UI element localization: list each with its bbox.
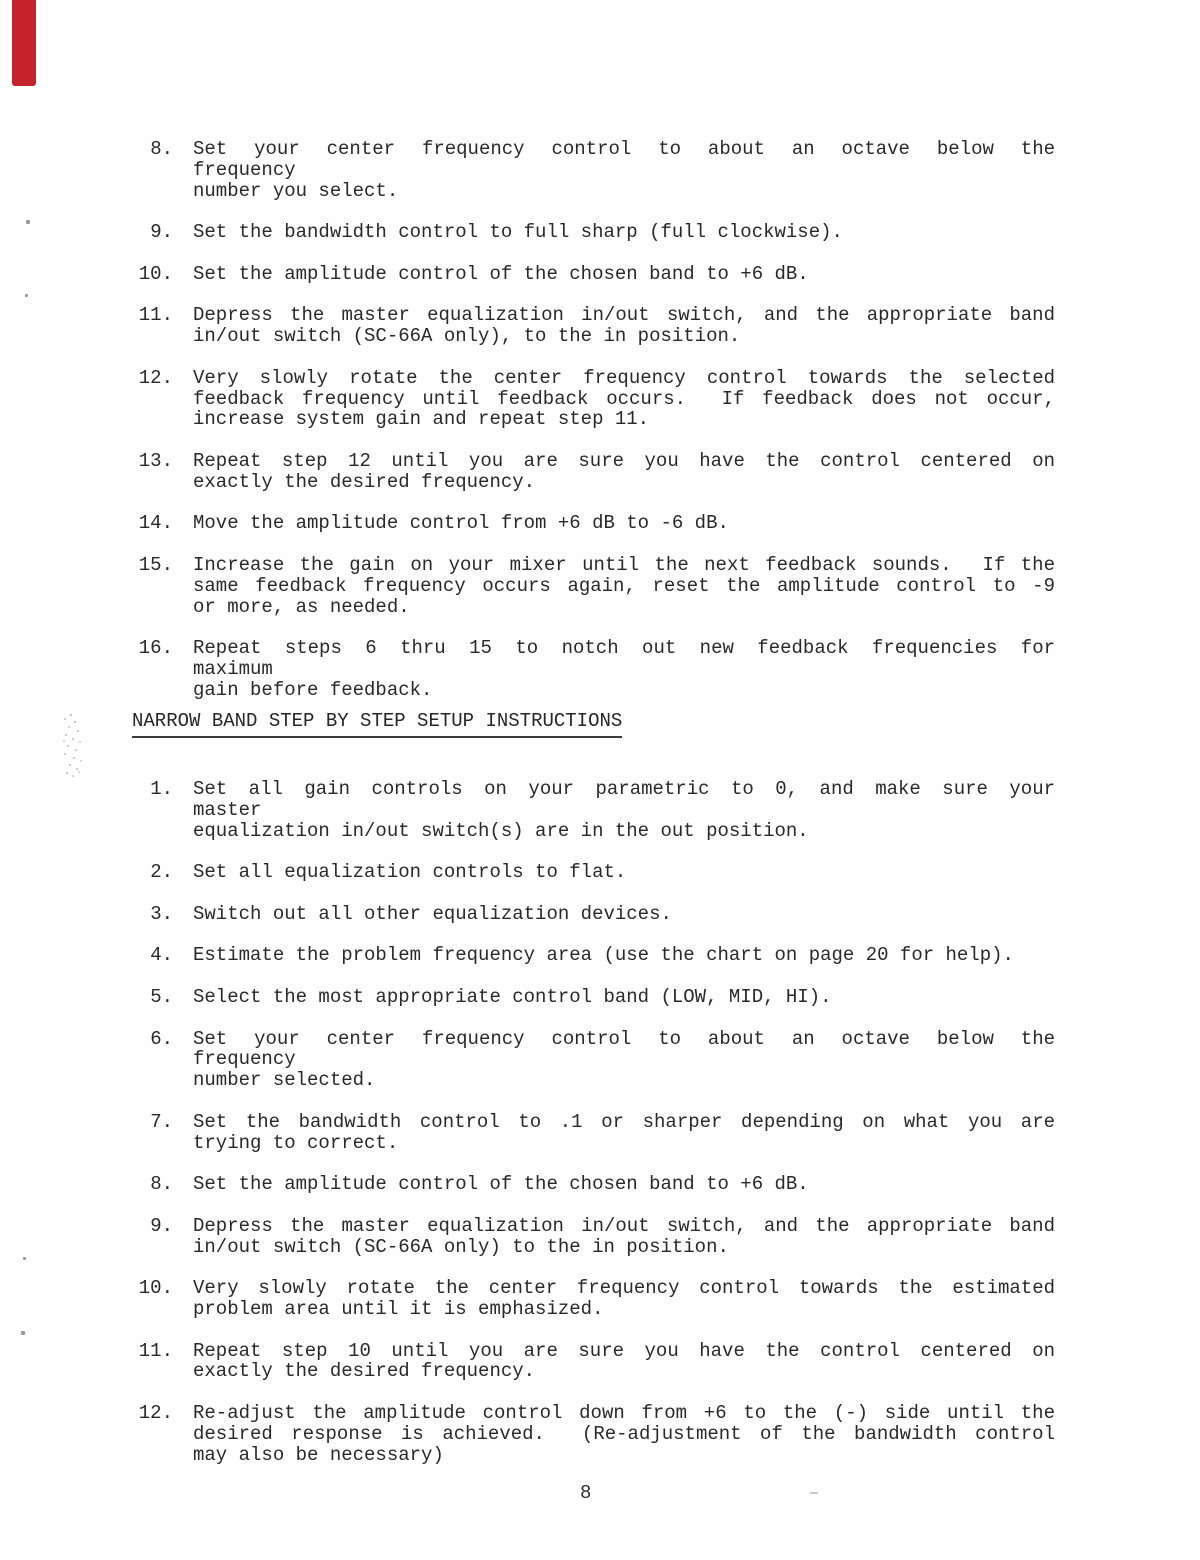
step-line: or more, as needed. xyxy=(193,595,410,618)
step-number: 8. xyxy=(150,1173,173,1196)
step-line: Estimate the problem frequency area (use the chart on page 20 for help). xyxy=(193,944,1014,967)
step-line: Very slowly rotate the center frequency control towards the selected xyxy=(193,366,1055,389)
step-line: in/out switch (SC-66A only), to the in position. xyxy=(193,325,741,348)
step-text xyxy=(193,1112,1055,1154)
step-text xyxy=(193,1403,1055,1465)
step-line: gain before feedback. xyxy=(193,678,433,701)
step-text xyxy=(193,555,1055,617)
feedback-setup-steps-list xyxy=(0,138,1071,721)
red-edge-mark xyxy=(12,0,36,86)
step-number: 5. xyxy=(150,985,173,1008)
step-text xyxy=(193,862,1055,883)
step-line: Set your center frequency control to about an octave below the frequency xyxy=(193,138,1071,181)
step-text xyxy=(193,305,1055,347)
step-row xyxy=(0,368,1060,430)
step-line: increase system gain and repeat step 11. xyxy=(193,408,650,431)
step-number: 4. xyxy=(150,944,173,967)
step-number: 10. xyxy=(138,262,173,285)
step-row xyxy=(0,904,1060,925)
step-row xyxy=(0,1403,1060,1465)
step-row xyxy=(0,862,1060,883)
step-line: Re-adjust the amplitude control down from +6 to the (-) side until the xyxy=(193,1401,1055,1424)
step-line: Depress the master equalization in/out switch, and the appropriate band xyxy=(193,1214,1055,1237)
step-line: Set all gain controls on your parametric to 0, and make sure your master xyxy=(193,778,1071,821)
step-line: Very slowly rotate the center frequency control towards the estimated xyxy=(193,1277,1055,1300)
step-text xyxy=(193,778,1071,842)
step-number: 9. xyxy=(150,1214,173,1237)
step-number: 7. xyxy=(150,1110,173,1133)
step-line: Select the most appropriate control band (LOW, MID, HI). xyxy=(193,985,832,1008)
step-number: 13. xyxy=(138,449,173,472)
step-number: 12. xyxy=(138,1401,173,1424)
step-number: 14. xyxy=(138,512,173,535)
step-text xyxy=(193,451,1055,493)
step-row xyxy=(0,1341,1060,1383)
step-row xyxy=(0,138,1071,202)
step-row xyxy=(0,1174,1060,1195)
page-number: 8 xyxy=(580,1482,592,1504)
step-line: Move the amplitude control from +6 dB to -6 dB. xyxy=(193,512,729,535)
step-number: 11. xyxy=(138,304,173,327)
step-line: in/out switch (SC-66A only) to the in position. xyxy=(193,1235,729,1258)
step-number: 1. xyxy=(150,778,173,800)
step-row xyxy=(0,987,1060,1008)
step-text xyxy=(193,1174,1055,1195)
step-line: desired response is achieved. (Re-adjustment of the bandwidth control xyxy=(193,1422,1055,1445)
step-text xyxy=(193,637,1071,701)
step-text xyxy=(193,1278,1055,1320)
step-line: Repeat step 12 until you are sure you have the control centered on xyxy=(193,449,1055,472)
step-text xyxy=(193,1027,1071,1092)
step-row xyxy=(0,555,1060,617)
step-line: Set all equalization controls to flat. xyxy=(193,861,627,884)
narrow-band-section-heading: NARROW BAND STEP BY STEP SETUP INSTRUCTIONS xyxy=(132,711,622,738)
step-line: problem area until it is emphasized. xyxy=(193,1297,604,1320)
step-number: 6. xyxy=(150,1027,173,1050)
step-number: 10. xyxy=(138,1277,173,1300)
step-number: 16. xyxy=(138,637,173,660)
step-text xyxy=(193,1216,1055,1258)
step-row xyxy=(0,451,1060,493)
step-line: Repeat step 10 until you are sure you have the control centered on xyxy=(193,1339,1055,1362)
step-number: 15. xyxy=(138,553,173,576)
step-row xyxy=(0,1278,1060,1320)
step-text xyxy=(193,945,1055,966)
step-number: 12. xyxy=(138,366,173,389)
step-row xyxy=(0,305,1060,347)
step-text xyxy=(193,264,1055,285)
step-text xyxy=(193,368,1055,430)
step-text xyxy=(193,222,1055,243)
step-row xyxy=(0,1112,1060,1154)
step-line: equalization in/out switch(s) are in the out position. xyxy=(193,819,809,842)
step-text xyxy=(193,1341,1055,1383)
step-line: Increase the gain on your mixer until the next feedback sounds. If the xyxy=(193,553,1055,576)
step-row xyxy=(0,778,1071,842)
step-row xyxy=(0,1027,1071,1092)
step-line: number you select. xyxy=(193,179,399,202)
step-number: 3. xyxy=(150,902,173,925)
step-row xyxy=(0,513,1060,534)
step-line: Set the bandwidth control to .1 or sharper depending on what you are xyxy=(193,1110,1055,1133)
step-text xyxy=(193,904,1055,925)
step-line: Depress the master equalization in/out switch, and the appropriate band xyxy=(193,304,1055,327)
step-line: Set your center frequency control to about an octave below the frequency xyxy=(193,1027,1071,1071)
step-number: 2. xyxy=(150,861,173,884)
step-line: Set the bandwidth control to full sharp (full clockwise). xyxy=(193,221,843,244)
step-text xyxy=(193,987,1055,1008)
step-line: may also be necessary) xyxy=(193,1443,444,1466)
step-number: 8. xyxy=(150,138,173,160)
step-row xyxy=(0,945,1060,966)
step-line: Set the amplitude control of the chosen band to +6 dB. xyxy=(193,262,809,285)
narrow-band-steps-list xyxy=(0,778,1071,1486)
step-text xyxy=(193,138,1071,202)
step-text xyxy=(193,513,1055,534)
step-number: 9. xyxy=(150,221,173,244)
step-line: same feedback frequency occurs again, reset the amplitude control to -9 xyxy=(193,574,1055,597)
scan-speck xyxy=(810,1492,818,1494)
step-row xyxy=(0,637,1071,701)
step-number: 11. xyxy=(138,1339,173,1362)
step-line: trying to correct. xyxy=(193,1131,399,1154)
step-row xyxy=(0,222,1060,243)
step-line: number selected. xyxy=(193,1069,376,1092)
step-line: exactly the desired frequency. xyxy=(193,1360,536,1383)
step-line: Switch out all other equalization devices. xyxy=(193,902,672,925)
step-line: Set the amplitude control of the chosen band to +6 dB. xyxy=(193,1173,809,1196)
step-row xyxy=(0,1216,1060,1258)
step-line: exactly the desired frequency. xyxy=(193,470,536,493)
step-line: Repeat steps 6 thru 15 to notch out new feedback frequencies for maximum xyxy=(193,637,1071,680)
step-line: feedback frequency until feedback occurs. If feedback does not occur, xyxy=(193,387,1055,410)
step-row xyxy=(0,264,1060,285)
